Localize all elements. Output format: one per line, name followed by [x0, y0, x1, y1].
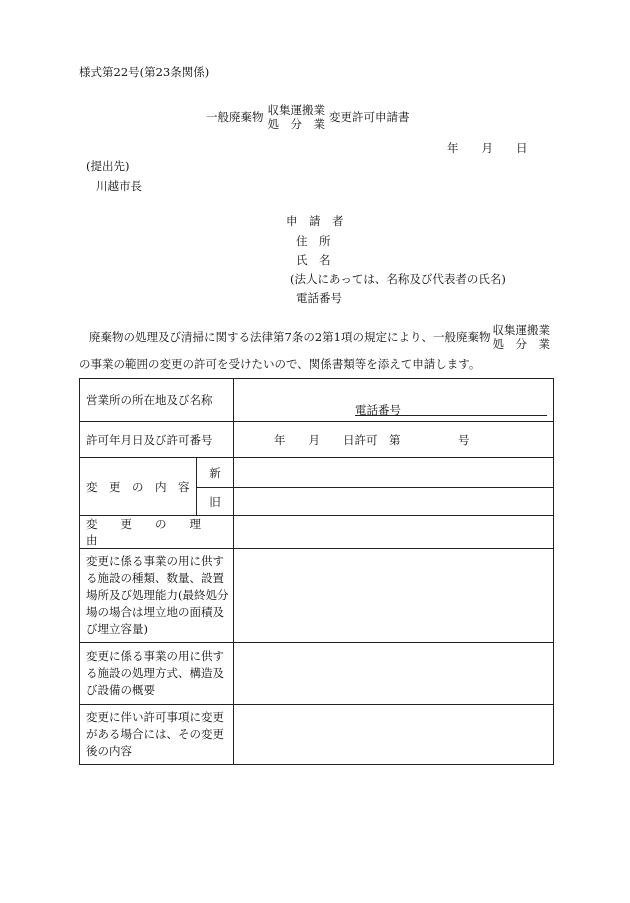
date-line: 年 月 日 [447, 141, 528, 155]
title-business-type [268, 103, 326, 131]
body-line1: 廃棄物の処理及び清掃に関する法律第7条の2第1項の規定により、一般廃棄物 [89, 330, 491, 344]
body-business-type [492, 323, 550, 351]
permit-change-label: 変更に伴い許可事項に変更がある場合には、その変更後の内容 [80, 705, 234, 765]
applicant-address: 住 所 [296, 234, 331, 248]
form-number: 様式第22号(第23条関係) [79, 65, 210, 79]
office-location-cell[interactable] [234, 379, 554, 422]
facility-type-label: 変更に係る事業の用に供する施設の種類、数量、設置場所及び処理能力(最終処分場の場合は埋立地の面積及び埋立容量) [80, 549, 234, 643]
change-reason-cell[interactable] [234, 516, 554, 549]
table-row [80, 379, 554, 422]
body-option-disposal: 処 分 業 [492, 337, 550, 351]
body-option-collection: 収集運搬業 [492, 323, 550, 337]
body-line2: の事業の範囲の変更の許可を受けたいので、関係書類等を添えて申請します。 [79, 357, 481, 371]
change-old-cell[interactable] [234, 488, 554, 516]
permit-change-cell[interactable] [234, 705, 554, 765]
title-option-disposal: 処 分 業 [267, 117, 325, 131]
change-new-label: 新 [197, 458, 234, 488]
form-title [206, 103, 410, 131]
title-prefix: 一般廃棄物 [206, 110, 264, 124]
applicant-phone: 電話番号 [296, 291, 342, 305]
facility-type-cell[interactable] [234, 549, 554, 643]
table-row [80, 549, 554, 643]
permit-date-value: 年 月 日許可 第 号 [274, 432, 470, 447]
office-phone-underline [355, 415, 547, 416]
change-new-cell[interactable] [234, 458, 554, 488]
recipient-label: (提出先) [86, 159, 130, 173]
office-phone-label: 電話番号 [355, 403, 401, 417]
facility-method-cell[interactable] [234, 643, 554, 705]
table-row [80, 643, 554, 705]
body-text [89, 323, 550, 351]
applicant-note: (法人にあっては、名称及び代表者の氏名) [290, 272, 506, 286]
permit-date-label: 許可年月日及び許可番号 [80, 422, 234, 458]
change-content-label: 変 更 の 内 容 [80, 458, 197, 516]
table-row [80, 516, 554, 549]
facility-method-label: 変更に係る事業の用に供する施設の処理方式、構造及び設備の概要 [80, 643, 234, 705]
table-row [80, 705, 554, 765]
office-location-label: 営業所の所在地及び名称 [80, 379, 234, 422]
applicant-name: 氏 名 [296, 253, 331, 267]
applicant-label: 申 請 者 [286, 214, 344, 228]
title-suffix: 変更許可申請書 [329, 110, 410, 124]
title-option-collection: 収集運搬業 [267, 103, 325, 117]
table-row [80, 458, 554, 488]
recipient-name: 川越市長 [96, 179, 142, 193]
application-table [79, 378, 554, 765]
change-old-label: 旧 [197, 488, 234, 516]
table-row [80, 422, 554, 458]
permit-date-cell[interactable] [234, 422, 554, 458]
change-reason-label: 変 更 の 理 由 [80, 516, 234, 549]
